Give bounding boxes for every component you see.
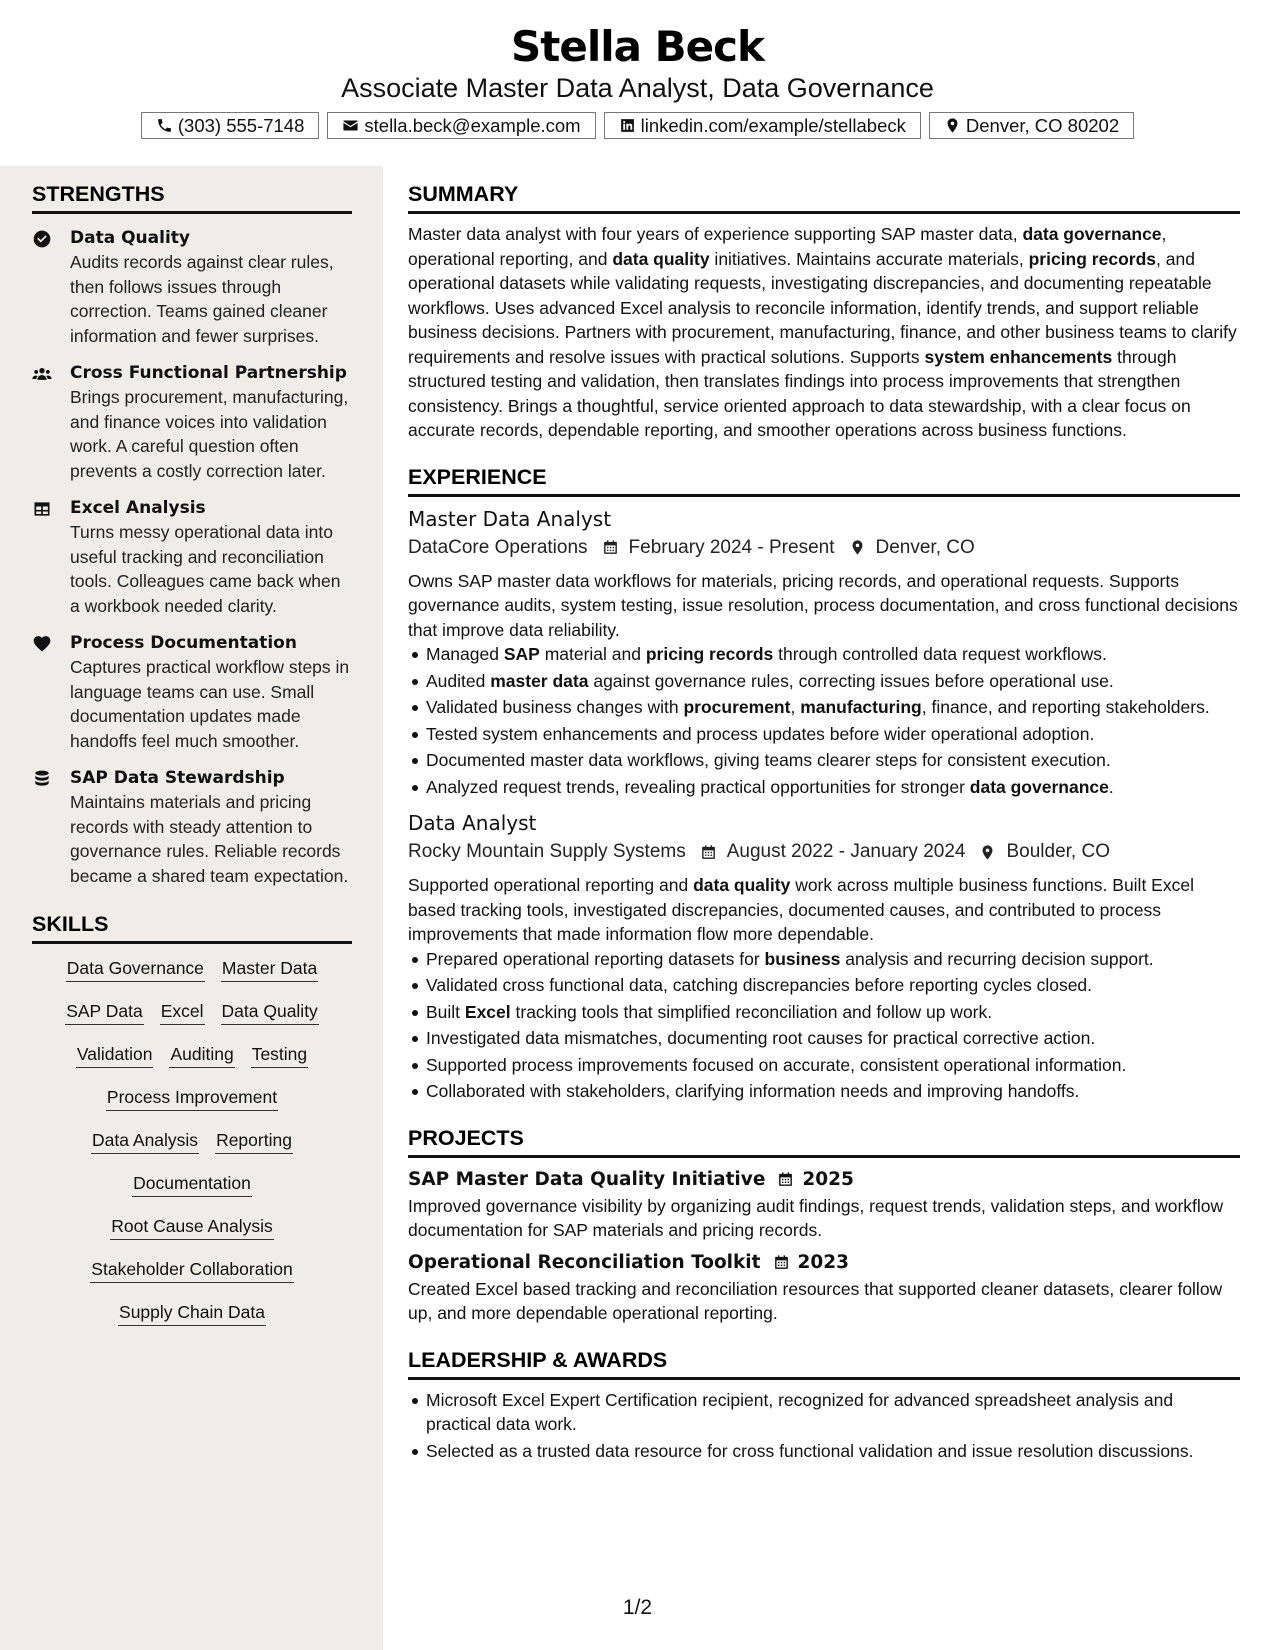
bold-text: pricing records [645,644,774,664]
bold-text: procurement [683,697,791,717]
text-run: through structured testing and validation, then translates findings into process improvements that strengthen consistency. Brings a thoughtful, service oriented approach to data stewardship, with a clear focus on accurate records, dependable reporting, and smoother operations across business functions. [408,346,1191,440]
bullet-item [426,669,1240,694]
text-run: Built [426,1001,465,1022]
contact-email[interactable] [327,112,595,139]
skill-row [32,1128,352,1154]
skill-row [32,1042,352,1068]
bold-text: system enhancements [924,346,1113,367]
candidate-title: Associate Master Data Analyst, Data Governance [341,73,934,103]
job-bullets [408,947,1240,1104]
skill-tag: Root Cause Analysis [110,1214,273,1240]
project-title: SAP Master Data Quality Initiative [408,1168,766,1190]
bold-text: SAP [503,644,540,664]
calendar-icon [777,1171,794,1188]
skill-tag: Stakeholder Collaboration [90,1257,293,1283]
phone-icon [156,117,173,134]
project-description: Created Excel based tracking and reconciliation resources that supported cleaner datasets, clearer follow up, and more dependable operational reporting. [408,1278,1223,1323]
text-run: Supported operational reporting and [408,875,694,895]
job-summary [408,873,1240,947]
awards-heading: LEADERSHIP & AWARDS [408,1346,1240,1380]
strength-title: Excel Analysis [70,498,206,518]
project-year: 2023 [797,1251,849,1273]
text-run: Investigated data mismatches, documenting root causes for practical corrective action. [426,1028,1096,1048]
map-pin-icon [944,117,961,134]
contact-linkedin-text: linkedin.com/example/stellabeck [640,114,906,136]
skill-tag: Validation [76,1042,154,1068]
bullet-item [426,947,1240,972]
job-location: Boulder, CO [1006,841,1110,862]
bold-text: master data [490,670,589,691]
skill-tag: Master Data [221,956,318,982]
text-run: Supported process improvements focused on accurate, consistent operational information. [426,1054,1127,1075]
summary-text [408,222,1240,443]
skills-heading: SKILLS [32,910,352,944]
skill-row [32,1085,352,1111]
strength-description: Captures practical workflow steps in language teams can use. Small documentation updates made handoffs feel much smoother. [70,657,350,751]
bold-text: manufacturing [800,697,922,717]
contact-bar [0,112,1275,139]
projects-heading: PROJECTS [408,1124,1240,1158]
map-pin-icon [979,844,996,861]
text-run: against governance rules, correcting issues before operational use. [588,670,1114,691]
skill-row [32,1257,352,1283]
bullet-item [426,695,1240,720]
experience-heading: EXPERIENCE [408,463,1240,497]
check-circle-icon [32,226,70,348]
summary-heading: SUMMARY [408,180,1240,214]
job-title: Data Analyst [408,811,537,835]
skill-row [32,1300,352,1326]
skill-tag: Data Governance [66,956,205,982]
company-name: Rocky Mountain Supply Systems [408,841,686,862]
text-run: tracking tools that simplified reconciliation and follow up work. [510,1001,993,1022]
calendar-icon [602,539,619,556]
bold-text: data governance [1022,224,1162,244]
strength-item [32,361,352,483]
text-run: Managed [426,644,504,664]
bullet-item [426,1000,1240,1025]
skill-row [32,999,352,1025]
text-run: , finance, and reporting stakeholders. [921,697,1210,717]
job-dates: February 2024 - Present [628,536,835,558]
text-run: material and [539,644,646,664]
text-run: work across multiple business functions. Built Excel based tracking tools, investigated discrepancies, documented causes, and contributed to process improvements that made information flow more dependable. [408,875,1194,944]
project-title-row [408,1166,1240,1194]
bold-text: pricing records [1028,248,1156,269]
strength-title: Cross Functional Partnership [70,363,347,383]
strength-description: Turns messy operational data into useful tracking and reconciliation tools. Colleagues came back when a workbook needed clarity. [70,522,341,616]
text-run: Collaborated with stakeholders, clarifying information needs and improving handoffs. [426,1081,1080,1101]
contact-linkedin[interactable] [604,112,921,139]
project-year: 2025 [802,1168,854,1190]
strength-item [32,631,352,753]
bold-text: data governance [969,776,1109,797]
strength-description: Audits records against clear rules, then follows issues through correction. Teams gained cleaner information and fewer surprises. [70,252,334,346]
database-icon [32,766,70,888]
job-bullets [408,642,1240,799]
skill-row [32,956,352,982]
skill-tag: Auditing [169,1042,234,1068]
skill-tag: Reporting [215,1128,293,1154]
contact-location[interactable] [929,112,1134,139]
project-title-row [408,1249,1240,1277]
linkedin-icon [619,117,636,134]
job-location: Denver, CO [875,536,975,558]
strength-title: Data Quality [70,228,190,248]
text-run: Prepared operational reporting datasets for [426,948,765,969]
text-run: , and operational datasets while validating requests, investigating discrepancies, and documenting repeatable workflows. Uses advanced Excel analysis to reconcile information, identify trends, and support reliable business decisions. Partners with procurement, manufacturing, finance, and other business teams to clarify requirements and resolve issues with practical solutions. Supports [408,248,1237,367]
bullet-item [426,1053,1240,1078]
bullet-item [426,722,1240,747]
company-name: DataCore Operations [408,536,588,558]
bullet-item [426,1026,1240,1051]
strengths-heading: STRENGTHS [32,180,352,214]
resume-header [0,22,1275,139]
strength-description: Brings procurement, manufacturing, and finance voices into validation work. A careful question often prevents a costly correction later. [70,387,349,481]
contact-location-text: Denver, CO 80202 [965,114,1120,136]
strength-item [32,766,352,888]
text-run: . [1108,776,1114,797]
skill-tag: Excel [160,999,205,1025]
text-run: initiatives. Maintains accurate materials, [709,248,1029,269]
skill-tag: Documentation [132,1171,252,1197]
bullet-item [426,748,1240,773]
skill-tag: Testing [251,1042,308,1068]
bullet-item [426,973,1240,998]
text-run: Owns SAP master data workflows for materials, pricing records, and operational requests. Supports governance audits, system testing, issue resolution, process documentation, and cross functional decisions that improve data reliability. [408,570,1238,640]
strength-title: SAP Data Stewardship [70,768,285,788]
skill-row [32,1214,352,1240]
strength-description: Maintains materials and pricing records with steady attention to governance rules. Reliable records became a shared team expectation. [70,792,349,886]
sidebar [32,180,352,1343]
text-run: Tested system enhancements and process updates before wider operational adoption. [426,723,1095,744]
skill-tag: Data Quality [221,999,319,1025]
strength-item [32,496,352,618]
table-icon [32,496,70,618]
projects-list [408,1166,1240,1326]
skill-tag: Data Analysis [91,1128,199,1154]
page-number: 1/2 [622,1596,653,1619]
text-run: Validated business changes with [426,697,684,717]
skill-tag: Process Improvement [106,1085,278,1111]
text-run: Documented master data workflows, giving teams clearer steps for consistent execution. [426,750,1111,770]
contact-phone-text: (303) 555-7148 [177,114,305,136]
calendar-icon [773,1254,790,1271]
text-run: analysis and recurring decision support. [840,948,1154,969]
text-run: Audited [426,670,491,691]
contact-email-text: stella.beck@example.com [364,114,581,136]
job-title: Master Data Analyst [408,506,612,531]
skills-list [32,956,352,1326]
calendar-icon [700,844,717,861]
job-meta [408,837,1240,867]
users-icon [32,361,70,483]
bullet-item [426,1079,1240,1104]
project-title: Operational Reconciliation Toolkit [408,1251,761,1273]
job-dates: August 2022 - January 2024 [726,841,966,862]
bold-text: Excel [464,1001,511,1022]
job-summary [408,569,1240,643]
envelope-icon [342,117,359,134]
awards-list [408,1388,1240,1464]
bullet-item [426,775,1240,800]
skill-row [32,1171,352,1197]
text-run: Master data analyst with four years of experience supporting SAP master data, [408,224,1023,244]
map-pin-icon [849,539,866,556]
bold-text: data quality [693,875,791,895]
job-meta [408,533,1240,563]
text-run: through controlled data request workflows. [773,644,1107,664]
project-description: Improved governance visibility by organizing audit findings, request trends, validation steps, and workflow documentation for SAP materials and pricing records. [408,1195,1224,1240]
text-run: Analyzed request trends, revealing practical opportunities for stronger [426,776,970,797]
text-run: , [790,697,801,717]
strength-item [32,226,352,348]
skill-tag: Supply Chain Data [118,1300,266,1326]
heart-icon [32,631,70,753]
bold-text: data quality [612,248,710,269]
candidate-name: Stella Beck [511,22,764,71]
main-column [408,180,1240,1465]
award-item: Selected as a trusted data resource for cross functional validation and issue resolution discussions. [426,1439,1240,1464]
bullet-item [426,642,1240,667]
strength-title: Process Documentation [70,633,297,653]
bold-text: business [764,948,841,969]
experience-list [408,505,1240,1104]
contact-phone[interactable] [141,112,320,139]
text-run: , operational reporting, and [408,224,1167,269]
award-item: Microsoft Excel Expert Certification recipient, recognized for advanced spreadsheet analysis and practical data work. [426,1388,1240,1437]
text-run: Validated cross functional data, catching discrepancies before reporting cycles closed. [426,975,1093,995]
skill-tag: SAP Data [65,999,144,1025]
